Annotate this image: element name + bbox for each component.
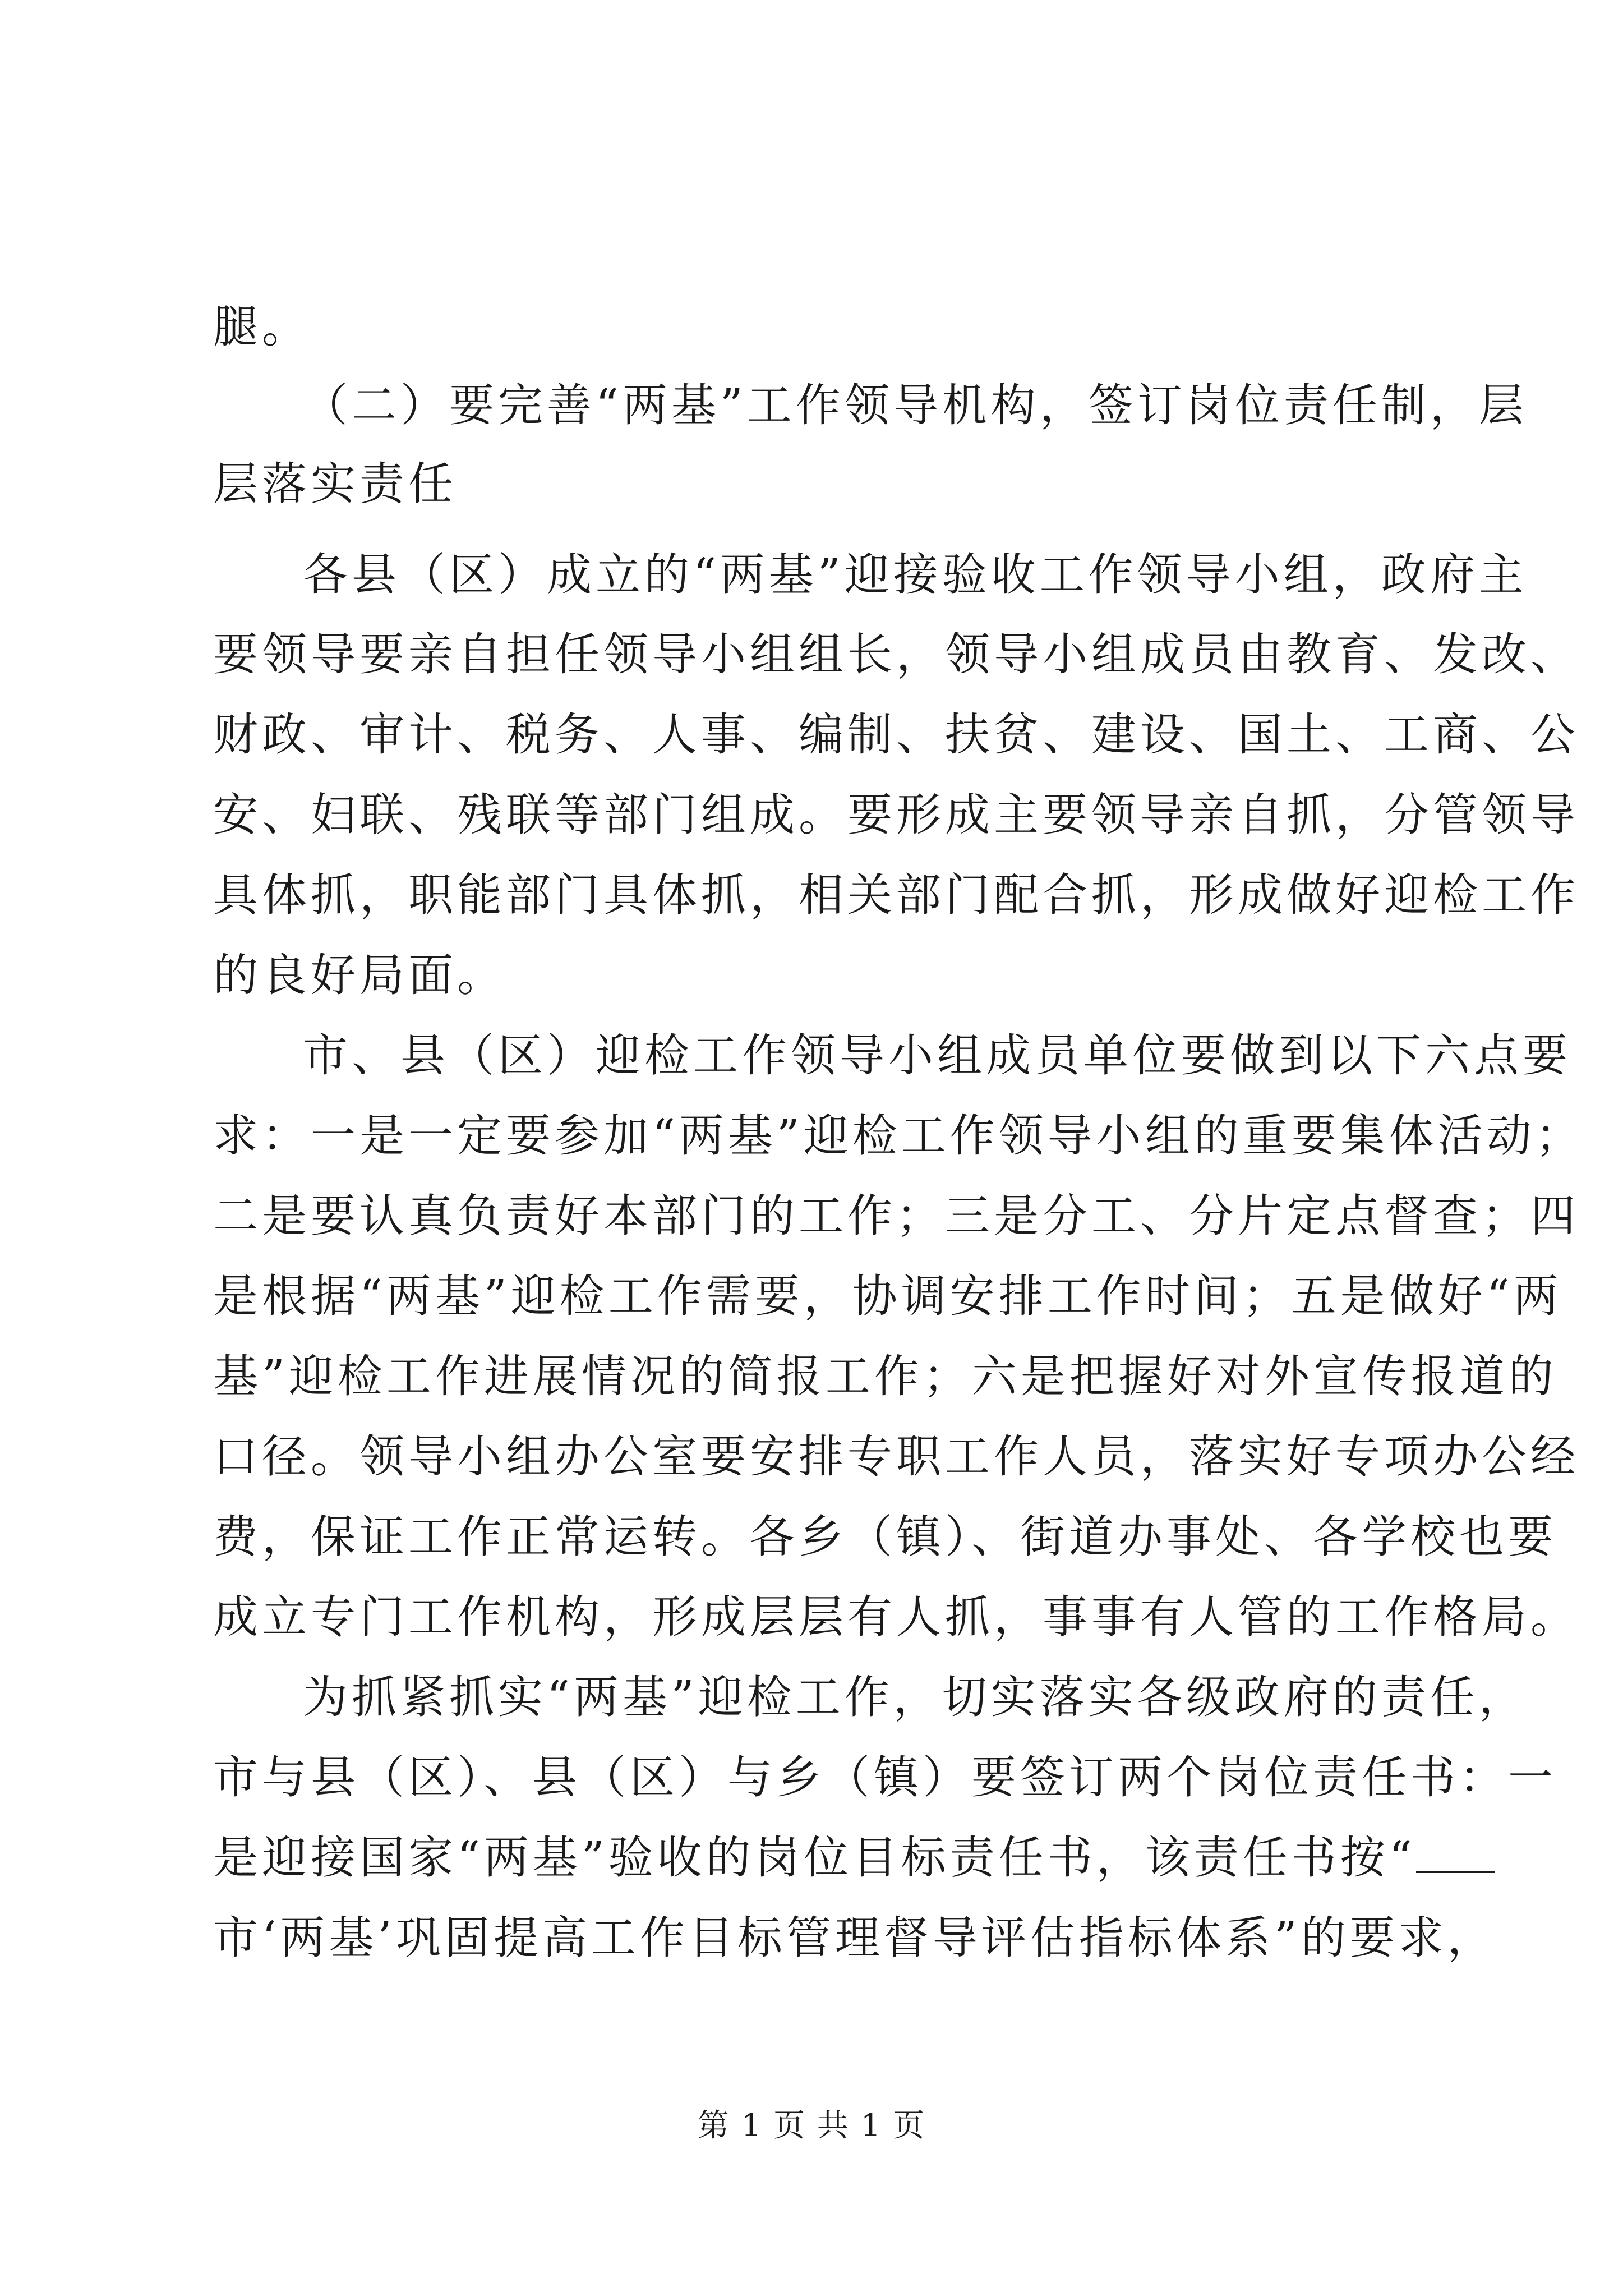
text-line-21: 市‘两基’巩固提高工作目标管理督导评估指标体系”的要求， [213, 1912, 1496, 1964]
section-heading-line-1: （二）要完善“两基”工作领导机构，签订岗位责任制，层 [303, 379, 1528, 431]
fill-in-blank [1416, 1832, 1495, 1873]
text-line-11: 求：一是一定要参加“两基”迎检工作领导小组的重要集体活动； [213, 1110, 1584, 1162]
text-line-20-text: 是迎接国家“两基”验收的岗位目标责任书，该责任书按“ [213, 1832, 1416, 1884]
text-line-14: 基”迎检工作进展情况的简报工作；六是把握好对外宣传报道的 [213, 1350, 1557, 1402]
text-line-15: 口径。领导小组办公室要安排专职工作人员，落实好专项办公经 [213, 1430, 1579, 1483]
text-line-5: 要领导要亲自担任领导小组组长，领导小组成员由教育、发改、 [213, 628, 1579, 680]
text-line-12: 二是要认真负责好本部门的工作；三是分工、分片定点督查；四 [213, 1190, 1579, 1242]
text-line-1: 腿。 [213, 301, 311, 353]
text-line-7: 安、妇联、残联等部门组成。要形成主要领导亲自抓，分管领导 [213, 789, 1579, 841]
text-line-13: 是根据“两基”迎检工作需要，协调安排工作时间；五是做好“两 [213, 1270, 1562, 1322]
text-line-18: 为抓紧抓实“两基”迎检工作，切实落实各级政府的责任， [303, 1671, 1528, 1723]
text-line-10: 市、县（区）迎检工作领导小组成员单位要做到以下六点要 [303, 1029, 1571, 1082]
text-line-6: 财政、审计、税务、人事、编制、扶贫、建设、国土、工商、公 [213, 708, 1579, 761]
text-line-8: 具体抓，职能部门具体抓，相关部门配合抓，形成做好迎检工作 [213, 869, 1579, 921]
text-line-9: 的良好局面。 [213, 949, 506, 1001]
text-line-20 [213, 1827, 1495, 1889]
text-line-19: 市与县（区）、县（区）与乡（镇）要签订两个岗位责任书：一 [213, 1751, 1557, 1803]
page-footer: 第 1 页 共 1 页 [697, 2108, 926, 2144]
section-heading-line-2: 层落实责任 [213, 458, 457, 510]
text-line-16: 费，保证工作正常运转。各乡（镇）、街道办事处、各学校也要 [213, 1511, 1557, 1563]
text-line-4: 各县（区）成立的“两基”迎接验收工作领导小组，政府主 [303, 549, 1528, 601]
text-line-17: 成立专门工作机构，形成层层有人抓，事事有人管的工作格局。 [213, 1591, 1579, 1643]
